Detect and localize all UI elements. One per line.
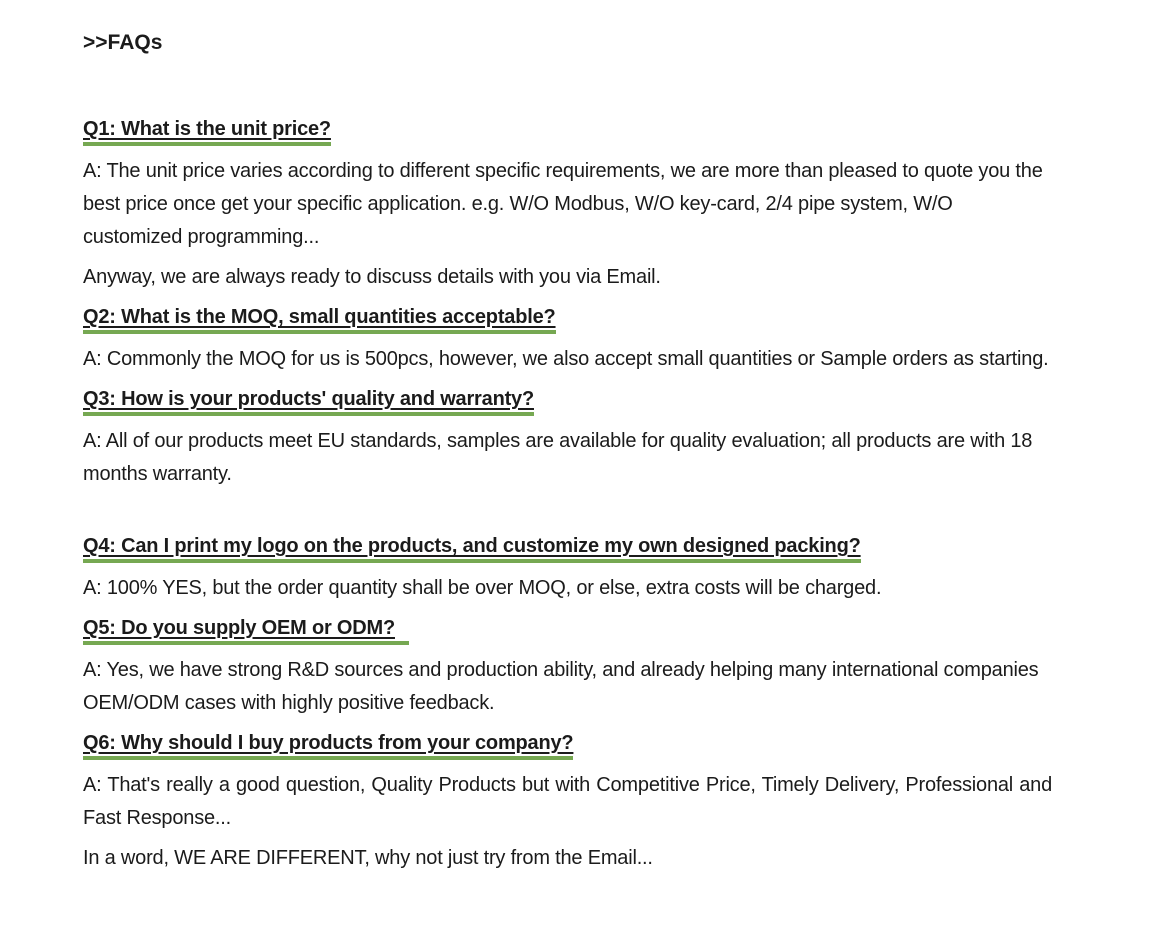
faq-answers: [83, 572, 1052, 605]
faq-answers: [83, 155, 1052, 294]
faq-answer: A: That's really a good question, Quality Products but with Competitive Price, Timely Delivery, Professional and Fast Response...: [83, 774, 1052, 829]
faq-question-row: [83, 727, 1052, 760]
faq-item: [83, 727, 1052, 875]
faq-item: [83, 530, 1052, 605]
faq-item: [83, 612, 1052, 720]
faq-question-row: [83, 383, 1052, 416]
faq-question: Q1: What is the unit price?: [83, 117, 331, 146]
faq-answer: A: 100% YES, but the order quantity shall be over MOQ, or else, extra costs will be charged.: [83, 577, 882, 599]
faq-question: Q2: What is the MOQ, small quantities acceptable?: [83, 305, 556, 334]
faq-answers: [83, 769, 1052, 875]
faq-question: Q5: Do you supply OEM or ODM?: [83, 616, 409, 645]
faq-answers: [83, 654, 1052, 720]
faq-question: Q6: Why should I buy products from your company?: [83, 731, 573, 760]
faq-question-row: [83, 530, 1052, 563]
faqs-title: >>FAQs: [83, 31, 163, 54]
faq-question-row: [83, 612, 1052, 645]
faq-answer: A: Yes, we have strong R&D sources and production ability, and already helping many international companies OEM/ODM cases with highly positive feedback.: [83, 659, 1039, 714]
faq-question-row: [83, 301, 1052, 334]
faq-question: Q3: How is your products' quality and warranty?: [83, 387, 534, 416]
faq-answers: [83, 425, 1052, 491]
faq-item: [83, 383, 1052, 491]
faq-question: Q4: Can I print my logo on the products, and customize my own designed packing?: [83, 534, 861, 563]
faq-answer: A: The unit price varies according to different specific requirements, we are more than pleased to quote you the best price once get your specific application. e.g. W/O Modbus, W/O key-card, 2/4 pipe system, W/O customized programming...: [83, 160, 1043, 248]
faq-item: [83, 113, 1052, 294]
faq-list: [83, 113, 1052, 875]
faq-question-row: [83, 113, 1052, 146]
faq-answers: [83, 343, 1052, 376]
faq-answer: A: Commonly the MOQ for us is 500pcs, however, we also accept small quantities or Sample orders as starting.: [83, 348, 1049, 370]
faq-answer: In a word, WE ARE DIFFERENT, why not just try from the Email...: [83, 847, 653, 869]
faq-answer: Anyway, we are always ready to discuss details with you via Email.: [83, 266, 661, 288]
faq-item: [83, 301, 1052, 376]
faq-answer: A: All of our products meet EU standards, samples are available for quality evaluation; all products are with 18 months warranty.: [83, 430, 1033, 485]
